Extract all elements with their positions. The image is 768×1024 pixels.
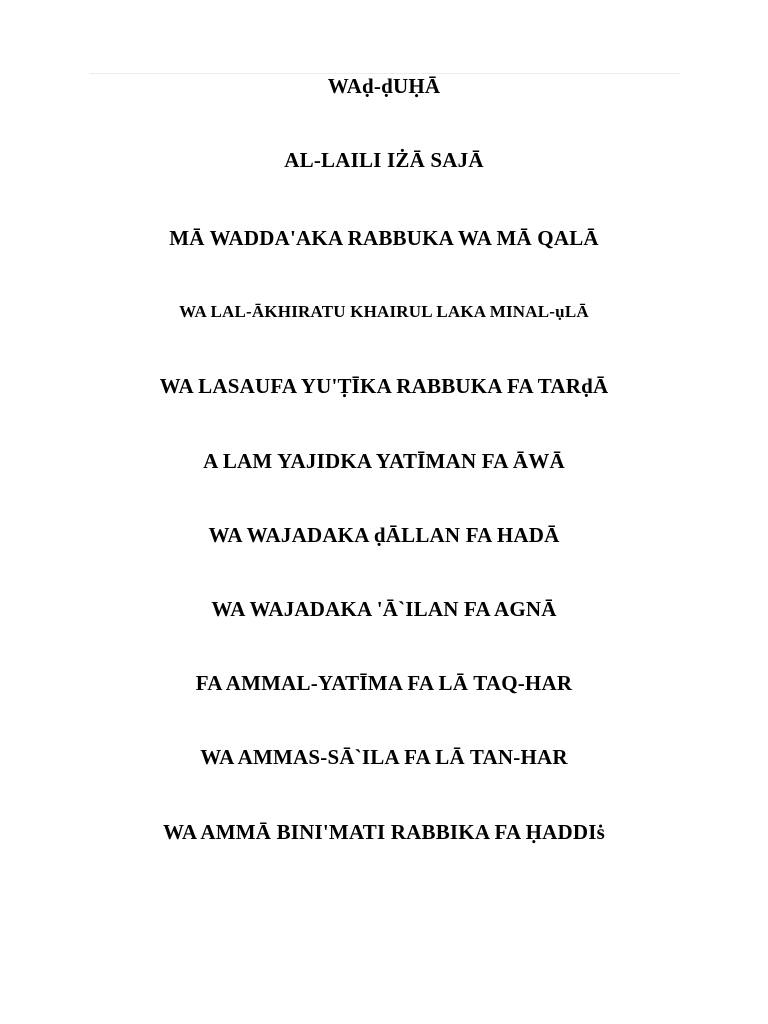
document-title: WAḍ-ḍUḤĀ [327, 74, 441, 98]
text-line: WA AMMĀ BINI'MATI RABBIKA FA ḤADDIṡ [162, 820, 605, 844]
text-line: WA LASAUFA YU'ṬĪKA RABBUKA FA TARḍĀ [159, 374, 609, 398]
text-line: A LAM YAJIDKA YATĪMAN FA ĀWĀ [203, 449, 565, 473]
text-line: WA WAJADAKA ḍĀLLAN FA HADĀ [208, 523, 560, 547]
text-line: WA WAJADAKA 'Ā`ILAN FA AGNĀ [211, 597, 557, 621]
text-line: AL-LAILI IŻĀ SAJĀ [284, 148, 484, 172]
text-line: FA AMMAL-YATĪMA FA LĀ TAQ-HAR [195, 671, 573, 695]
text-line: MĀ WADDA'AKA RABBUKA WA MĀ QALĀ [169, 226, 599, 250]
text-line: WA AMMAS-SĀ`ILA FA LĀ TAN-HAR [200, 745, 568, 769]
text-line: WA LAL-ĀKHIRATU KHAIRUL LAKA MINAL-ụLĀ [179, 302, 589, 321]
